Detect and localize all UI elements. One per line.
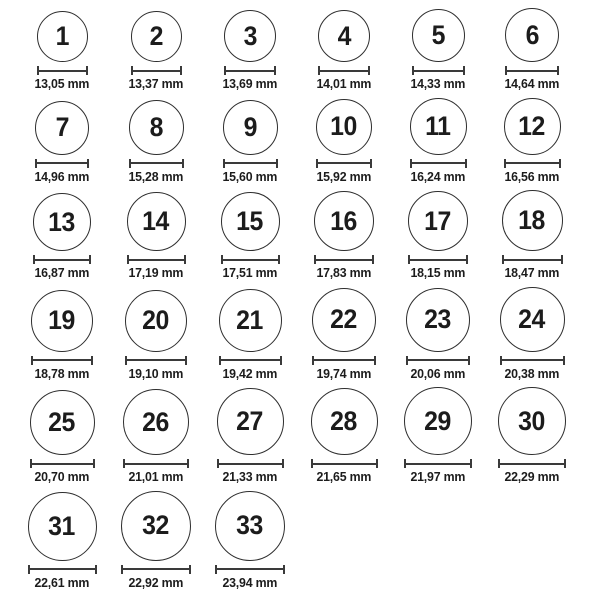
ring-size-item [15,390,109,485]
diameter-measure-line [316,159,372,168]
chart-row [15,287,600,382]
ring-size-number: 6 [525,19,539,50]
diameter-measure-line [35,159,89,168]
ring-size-number: 25 [48,407,76,438]
diameter-measure-line [28,565,97,574]
ring-size-number: 22 [330,304,358,335]
diameter-label: 19,74 mm [316,365,372,381]
ring-size-number: 19 [48,305,76,336]
diameter-measure-line [215,565,285,574]
ring-size-number: 30 [518,405,546,436]
ring-size-item [15,11,109,92]
ring-size-circle [500,287,565,352]
diameter-label: 22,29 mm [504,469,560,485]
diameter-measure-line [30,459,95,468]
diameter-measure-line [502,255,563,264]
ring-size-circle [412,9,465,62]
diameter-label: 21,97 mm [410,469,466,485]
ring-size-number: 27 [236,406,264,437]
ring-size-item [391,387,485,485]
ring-size-item [391,9,485,92]
ring-size-circle [498,387,566,455]
diameter-measure-line [500,356,565,365]
ring-size-item [297,191,391,281]
ring-size-number: 26 [142,406,170,437]
diameter-measure-line [121,565,191,574]
ring-size-circle [504,98,561,155]
diameter-label: 15,60 mm [222,168,278,184]
ring-size-number: 7 [55,112,69,143]
ring-size-item [15,492,109,591]
ring-size-circle [318,10,370,62]
ring-size-item [15,290,109,382]
diameter-label: 19,10 mm [128,365,184,381]
ring-size-number: 20 [142,305,170,336]
ring-size-circle [408,191,468,251]
diameter-measure-line [505,66,559,75]
diameter-measure-line [217,459,284,468]
ring-size-item [203,100,297,185]
diameter-label: 14,64 mm [504,76,560,91]
ring-size-circle [505,8,559,62]
diameter-measure-line [314,255,374,264]
ring-size-circle [31,290,93,352]
diameter-label: 14,01 mm [316,76,372,91]
ring-size-item [203,388,297,485]
ring-size-circle [35,101,89,155]
ring-size-item [391,288,485,382]
diameter-measure-line [129,159,184,168]
diameter-label: 23,94 mm [222,574,278,590]
ring-size-item [297,10,391,92]
ring-size-circle [312,288,376,352]
ring-size-circle [219,289,282,352]
diameter-measure-line [311,459,378,468]
ring-size-number: 33 [236,510,264,541]
ring-size-item [109,290,203,382]
ring-size-number: 4 [337,20,351,51]
ring-size-circle [217,388,284,455]
diameter-measure-line [224,66,276,75]
diameter-label: 20,70 mm [34,469,90,485]
diameter-label: 18,15 mm [410,265,466,281]
ring-size-item [297,288,391,382]
ring-size-number: 5 [431,20,445,50]
diameter-measure-line [410,159,467,168]
ring-size-circle [316,99,372,155]
diameter-label: 21,33 mm [222,469,278,485]
ring-size-number: 8 [149,111,163,142]
ring-size-circle [33,193,91,251]
ring-size-circle [123,389,189,455]
ring-size-number: 14 [142,206,170,237]
ring-size-number: 17 [424,205,452,236]
ring-size-item [203,289,297,382]
diameter-label: 17,83 mm [316,265,372,281]
ring-size-item [109,491,203,591]
ring-size-circle [311,388,378,455]
ring-size-number: 21 [236,304,264,335]
ring-size-item [391,191,485,281]
ring-size-number: 28 [330,406,358,437]
ring-size-item [203,491,297,591]
diameter-label: 14,33 mm [410,76,466,91]
diameter-label: 20,06 mm [410,365,466,381]
ring-size-number: 29 [424,405,452,436]
ring-size-number: 1 [55,21,69,51]
ring-size-circle [30,390,95,455]
diameter-measure-line [123,459,189,468]
chart-row [15,98,600,185]
diameter-measure-line [127,255,186,264]
ring-size-number: 32 [142,510,170,541]
ring-size-item [15,101,109,185]
diameter-label: 13,69 mm [222,76,278,91]
ring-size-item [15,193,109,281]
diameter-label: 16,24 mm [410,168,466,184]
ring-size-circle [223,100,278,155]
ring-size-circle [37,11,88,62]
ring-size-item [485,8,579,92]
ring-size-circle [127,192,186,251]
diameter-label: 21,01 mm [128,469,184,485]
diameter-measure-line [223,159,278,168]
chart-row [15,190,600,281]
ring-size-number: 2 [149,21,163,51]
diameter-label: 17,51 mm [222,265,278,281]
chart-row [15,8,600,92]
diameter-label: 19,42 mm [222,365,278,381]
diameter-measure-line [125,356,187,365]
ring-size-number: 9 [243,111,257,142]
ring-size-circle [215,491,285,561]
ring-size-item [297,388,391,485]
ring-size-number: 24 [518,303,546,334]
diameter-measure-line [131,66,182,75]
chart-row [15,491,600,591]
diameter-label: 15,92 mm [316,168,372,184]
diameter-label: 18,47 mm [504,265,560,281]
ring-size-number: 31 [48,510,76,541]
diameter-measure-line [408,255,468,264]
diameter-label: 14,96 mm [34,168,90,184]
diameter-measure-line [31,356,93,365]
ring-size-circle [314,191,374,251]
diameter-measure-line [37,66,88,75]
diameter-measure-line [504,159,561,168]
diameter-label: 13,05 mm [34,76,90,91]
ring-size-item [109,100,203,185]
ring-size-item [203,10,297,92]
ring-size-item [485,190,579,281]
ring-size-circle [121,491,191,561]
ring-size-item [485,387,579,485]
diameter-label: 21,65 mm [316,469,372,485]
ring-size-item [297,99,391,185]
diameter-measure-line [219,356,282,365]
ring-size-circle [502,190,563,251]
ring-size-number: 16 [330,205,358,236]
diameter-label: 15,28 mm [128,168,184,184]
diameter-measure-line [406,356,470,365]
diameter-measure-line [404,459,472,468]
diameter-label: 17,19 mm [128,265,184,281]
ring-size-circle [404,387,472,455]
ring-size-item [485,98,579,185]
diameter-measure-line [221,255,280,264]
ring-size-number: 18 [518,205,546,236]
diameter-label: 18,78 mm [34,365,90,381]
ring-size-circle [221,192,280,251]
diameter-measure-line [412,66,465,75]
chart-row [15,387,600,485]
ring-size-number: 23 [424,304,452,335]
ring-size-circle [410,98,467,155]
ring-size-circle [131,11,182,62]
ring-size-number: 10 [330,111,358,142]
ring-size-item [109,389,203,485]
diameter-measure-line [318,66,370,75]
diameter-label: 16,56 mm [504,168,560,184]
ring-size-item [109,192,203,281]
ring-size-item [109,11,203,92]
ring-size-number: 11 [425,110,451,141]
ring-size-circle [224,10,276,62]
ring-size-circle [406,288,470,352]
ring-size-circle [28,492,97,561]
diameter-measure-line [312,356,376,365]
diameter-label: 13,37 mm [128,76,184,91]
diameter-label: 22,61 mm [34,574,90,590]
ring-size-number: 12 [518,110,546,141]
ring-size-item [391,98,485,185]
ring-size-number: 15 [236,206,264,237]
diameter-label: 22,92 mm [128,574,184,590]
ring-size-number: 13 [48,206,76,237]
ring-size-item [203,192,297,281]
diameter-label: 16,87 mm [34,265,90,281]
diameter-label: 20,38 mm [504,365,560,381]
ring-size-circle [129,100,184,155]
ring-size-number: 3 [243,20,257,51]
diameter-measure-line [498,459,566,468]
diameter-measure-line [33,255,91,264]
ring-size-circle [125,290,187,352]
ring-size-item [485,287,579,382]
